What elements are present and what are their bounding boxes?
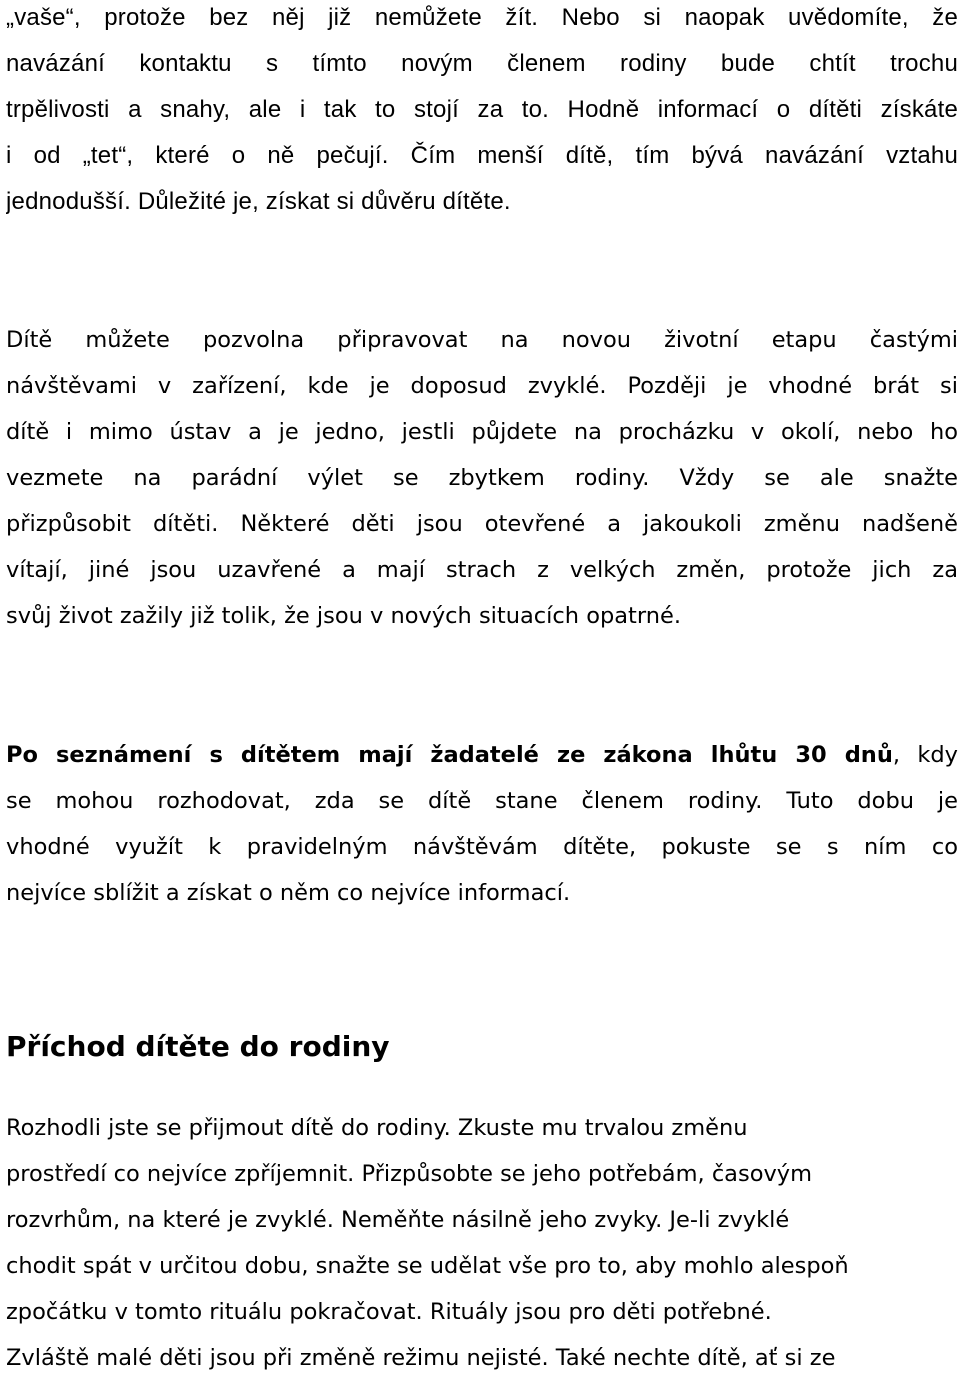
intro-line: i od „tet“, které o ně pečují. Čím menší dítě, tím bývá navázání vztahu	[6, 142, 958, 169]
preparation-line: návštěvami v zařízení, kde je doposud zvyklé. Později je vhodné brát si	[6, 373, 958, 399]
intro-line: „vaše“, protože bez něj již nemůžete žít. Nebo si naopak uvědomíte, že	[6, 4, 958, 31]
deadline-line: vhodné využít k pravidelným návštěvám dítěte, pokuste se s ním co	[6, 834, 958, 860]
section-line: Rozhodli jste se přijmout dítě do rodiny. Zkuste mu trvalou změnu	[6, 1115, 748, 1141]
preparation-line: svůj život zažily již tolik, že jsou v nových situacích opatrné.	[6, 603, 681, 629]
preparation-line: vezmete na parádní výlet se zbytkem rodiny. Vždy se ale snažte	[6, 465, 958, 491]
deadline-lead-rest: , kdy	[892, 742, 958, 768]
preparation-line: Dítě můžete pozvolna připravovat na novou životní etapu častými	[6, 327, 958, 353]
section-line: rozvrhům, na které je zvyklé. Neměňte násilně jeho zvyky. Je-li zvyklé	[6, 1207, 790, 1233]
deadline-line: nejvíce sblížit a získat o něm co nejvíce informací.	[6, 880, 571, 906]
section-line: Zvláště malé děti jsou při změně režimu nejisté. Také nechte dítě, ať si ze	[6, 1345, 836, 1371]
section-line: chodit spát v určitou dobu, snažte se udělat vše pro to, aby mohlo alespoň	[6, 1253, 849, 1279]
deadline-line: se mohou rozhodovat, zda se dítě stane členem rodiny. Tuto dobu je	[6, 788, 958, 814]
deadline-first-line	[6, 739, 958, 771]
preparation-line: přizpůsobit dítěti. Některé děti jsou otevřené a jakoukoli změnu nadšeně	[6, 511, 958, 537]
section-line: zpočátku v tomto rituálu pokračovat. Rituály jsou pro děti potřebné.	[6, 1299, 772, 1325]
section-line: prostředí co nejvíce zpříjemnit. Přizpůsobte se jeho potřebám, časovým	[6, 1161, 813, 1187]
intro-line: navázání kontaktu s tímto novým členem rodiny bude chtít trochu	[6, 50, 958, 77]
preparation-line: vítají, jiné jsou uzavřené a mají strach z velkých změn, protože jich za	[6, 557, 958, 583]
preparation-line: dítě i mimo ústav a je jedno, jestli půjdete na procházku v okolí, nebo ho	[6, 419, 958, 445]
section-heading: Příchod dítěte do rodiny	[6, 1030, 390, 1063]
intro-line: jednodušší. Důležité je, získat si důvěru dítěte.	[6, 188, 511, 215]
intro-line: trpělivosti a snahy, ale i tak to stojí za to. Hodně informací o dítěti získáte	[6, 96, 958, 123]
deadline-bold-lead: Po seznámení s dítětem mají žadatelé ze zákona lhůtu 30 dnů	[6, 742, 893, 768]
